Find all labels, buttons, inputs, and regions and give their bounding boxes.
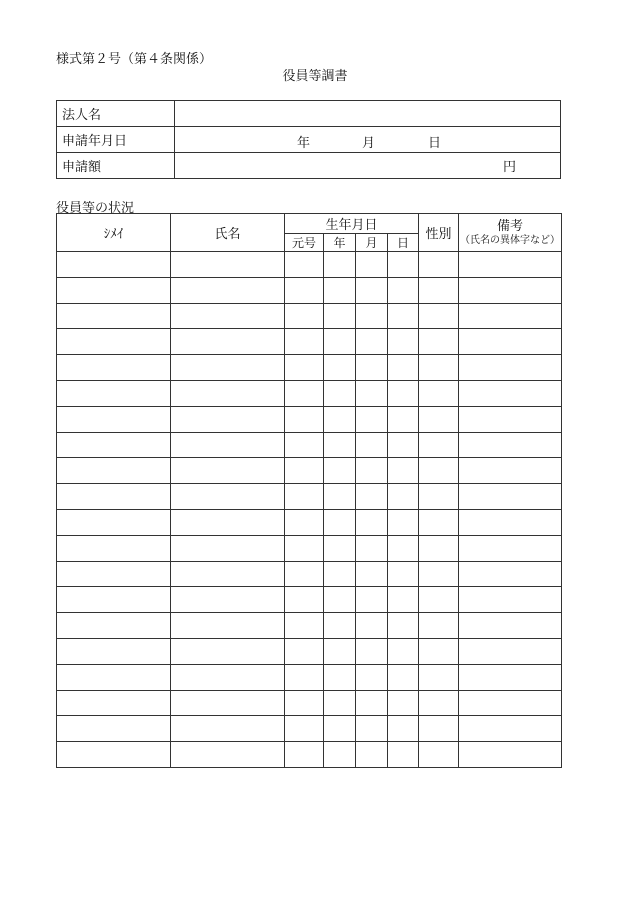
table-row <box>57 561 562 587</box>
kana-cell[interactable] <box>57 406 171 432</box>
name-cell[interactable] <box>171 484 285 510</box>
day-cell[interactable] <box>388 252 419 278</box>
kana-cell[interactable] <box>57 613 171 639</box>
month-cell[interactable] <box>356 277 388 303</box>
table-row <box>57 664 562 690</box>
col-header-era: 元号 <box>285 234 324 252</box>
col-header-name: 氏名 <box>171 214 285 252</box>
remarks-cell[interactable] <box>459 458 562 484</box>
year-cell[interactable] <box>324 406 356 432</box>
month-cell[interactable] <box>356 613 388 639</box>
corp-name-field[interactable] <box>175 101 561 127</box>
table-row <box>57 716 562 742</box>
gender-cell[interactable] <box>419 380 459 406</box>
name-cell[interactable] <box>171 742 285 768</box>
year-cell[interactable] <box>324 458 356 484</box>
col-header-month: 月 <box>356 234 388 252</box>
day-cell[interactable] <box>388 716 419 742</box>
gender-cell[interactable] <box>419 277 459 303</box>
era-cell[interactable] <box>285 664 324 690</box>
remarks-cell[interactable] <box>459 509 562 535</box>
month-cell[interactable] <box>356 303 388 329</box>
month-cell[interactable] <box>356 716 388 742</box>
month-cell[interactable] <box>356 638 388 664</box>
name-cell[interactable] <box>171 613 285 639</box>
corp-name-label: 法人名 <box>57 101 175 127</box>
day-cell[interactable] <box>388 380 419 406</box>
gender-cell[interactable] <box>419 716 459 742</box>
name-cell[interactable] <box>171 690 285 716</box>
officers-table-body <box>57 252 562 768</box>
table-row <box>57 484 562 510</box>
gender-cell[interactable] <box>419 406 459 432</box>
kana-cell[interactable] <box>57 690 171 716</box>
name-cell[interactable] <box>171 638 285 664</box>
kana-cell[interactable] <box>57 355 171 381</box>
day-cell[interactable] <box>388 535 419 561</box>
kana-cell[interactable] <box>57 638 171 664</box>
application-amount-label: 申請額 <box>57 153 175 179</box>
document-title: 役員等調書 <box>282 69 348 84</box>
day-cell[interactable] <box>388 329 419 355</box>
kana-cell[interactable] <box>57 716 171 742</box>
col-header-day: 日 <box>388 234 419 252</box>
gender-cell[interactable] <box>419 509 459 535</box>
remarks-cell[interactable] <box>459 277 562 303</box>
table-row <box>57 355 562 381</box>
form-number: 様式第２号（第４条関係） <box>56 52 213 67</box>
remarks-cell[interactable] <box>459 252 562 278</box>
era-cell[interactable] <box>285 303 324 329</box>
kana-cell[interactable] <box>57 277 171 303</box>
era-cell[interactable] <box>285 432 324 458</box>
day-cell[interactable] <box>388 587 419 613</box>
day-cell[interactable] <box>388 664 419 690</box>
month-cell[interactable] <box>356 664 388 690</box>
year-cell[interactable] <box>324 329 356 355</box>
remarks-cell[interactable] <box>459 329 562 355</box>
name-cell[interactable] <box>171 406 285 432</box>
gender-cell[interactable] <box>419 458 459 484</box>
era-cell[interactable] <box>285 638 324 664</box>
month-cell[interactable] <box>356 329 388 355</box>
table-row <box>57 303 562 329</box>
name-cell[interactable] <box>171 277 285 303</box>
col-header-gender: 性別 <box>419 214 459 252</box>
col-header-year: 年 <box>324 234 356 252</box>
application-date-label: 申請年月日 <box>57 127 175 153</box>
day-cell[interactable] <box>388 355 419 381</box>
era-cell[interactable] <box>285 690 324 716</box>
gender-cell[interactable] <box>419 355 459 381</box>
kana-cell[interactable] <box>57 252 171 278</box>
era-cell[interactable] <box>285 329 324 355</box>
day-cell[interactable] <box>388 742 419 768</box>
year-cell[interactable] <box>324 561 356 587</box>
gender-cell[interactable] <box>419 664 459 690</box>
table-row <box>57 638 562 664</box>
remarks-cell[interactable] <box>459 484 562 510</box>
remarks-cell[interactable] <box>459 355 562 381</box>
date-year-label: 年 <box>297 136 311 151</box>
table-row <box>57 509 562 535</box>
gender-cell[interactable] <box>419 432 459 458</box>
day-cell[interactable] <box>388 277 419 303</box>
day-cell[interactable] <box>388 432 419 458</box>
year-cell[interactable] <box>324 432 356 458</box>
month-cell[interactable] <box>356 458 388 484</box>
col-header-birthdate: 生年月日 <box>285 214 419 234</box>
era-cell[interactable] <box>285 355 324 381</box>
month-cell[interactable] <box>356 484 388 510</box>
col-header-kana: ｼﾒｲ <box>57 214 171 252</box>
name-cell[interactable] <box>171 561 285 587</box>
remarks-cell[interactable] <box>459 638 562 664</box>
remarks-cell[interactable] <box>459 742 562 768</box>
application-amount-field[interactable] <box>175 153 561 179</box>
remarks-cell[interactable] <box>459 716 562 742</box>
name-cell[interactable] <box>171 380 285 406</box>
month-cell[interactable] <box>356 509 388 535</box>
month-cell[interactable] <box>356 742 388 768</box>
table-row <box>57 690 562 716</box>
month-cell[interactable] <box>356 561 388 587</box>
kana-cell[interactable] <box>57 535 171 561</box>
day-cell[interactable] <box>388 303 419 329</box>
remarks-cell[interactable] <box>459 664 562 690</box>
era-cell[interactable] <box>285 535 324 561</box>
kana-cell[interactable] <box>57 561 171 587</box>
month-cell[interactable] <box>356 690 388 716</box>
gender-cell[interactable] <box>419 638 459 664</box>
remarks-cell[interactable] <box>459 406 562 432</box>
day-cell[interactable] <box>388 613 419 639</box>
remarks-cell[interactable] <box>459 587 562 613</box>
year-cell[interactable] <box>324 587 356 613</box>
remarks-note: （氏名の異体字など） <box>460 234 561 246</box>
year-cell[interactable] <box>324 716 356 742</box>
year-cell[interactable] <box>324 355 356 381</box>
kana-cell[interactable] <box>57 432 171 458</box>
remarks-cell[interactable] <box>459 561 562 587</box>
corp-name-row <box>57 101 561 127</box>
gender-cell[interactable] <box>419 535 459 561</box>
day-cell[interactable] <box>388 458 419 484</box>
year-cell[interactable] <box>324 638 356 664</box>
kana-cell[interactable] <box>57 509 171 535</box>
day-cell[interactable] <box>388 484 419 510</box>
year-cell[interactable] <box>324 252 356 278</box>
table-row <box>57 613 562 639</box>
gender-cell[interactable] <box>419 690 459 716</box>
col-header-remarks <box>459 214 562 252</box>
name-cell[interactable] <box>171 587 285 613</box>
era-cell[interactable] <box>285 613 324 639</box>
kana-cell[interactable] <box>57 458 171 484</box>
era-cell[interactable] <box>285 252 324 278</box>
month-cell[interactable] <box>356 355 388 381</box>
day-cell[interactable] <box>388 690 419 716</box>
remarks-cell[interactable] <box>459 380 562 406</box>
gender-cell[interactable] <box>419 484 459 510</box>
day-cell[interactable] <box>388 561 419 587</box>
table-row <box>57 252 562 278</box>
application-amount-row <box>57 153 561 179</box>
year-cell[interactable] <box>324 690 356 716</box>
era-cell[interactable] <box>285 742 324 768</box>
officers-section-title: 役員等の状況 <box>56 201 135 216</box>
table-row <box>57 587 562 613</box>
kana-cell[interactable] <box>57 329 171 355</box>
kana-cell[interactable] <box>57 303 171 329</box>
year-cell[interactable] <box>324 380 356 406</box>
name-cell[interactable] <box>171 252 285 278</box>
month-cell[interactable] <box>356 587 388 613</box>
remarks-cell[interactable] <box>459 432 562 458</box>
era-cell[interactable] <box>285 561 324 587</box>
gender-cell[interactable] <box>419 561 459 587</box>
table-row <box>57 432 562 458</box>
year-cell[interactable] <box>324 613 356 639</box>
name-cell[interactable] <box>171 716 285 742</box>
month-cell[interactable] <box>356 535 388 561</box>
name-cell[interactable] <box>171 432 285 458</box>
remarks-cell[interactable] <box>459 690 562 716</box>
era-cell[interactable] <box>285 587 324 613</box>
table-row <box>57 406 562 432</box>
applicant-info-table <box>56 100 561 179</box>
name-cell[interactable] <box>171 664 285 690</box>
officers-header-row <box>57 214 562 234</box>
gender-cell[interactable] <box>419 587 459 613</box>
kana-cell[interactable] <box>57 742 171 768</box>
era-cell[interactable] <box>285 716 324 742</box>
day-cell[interactable] <box>388 509 419 535</box>
officers-table <box>56 213 562 768</box>
kana-cell[interactable] <box>57 380 171 406</box>
month-cell[interactable] <box>356 380 388 406</box>
table-row <box>57 277 562 303</box>
name-cell[interactable] <box>171 535 285 561</box>
gender-cell[interactable] <box>419 252 459 278</box>
year-cell[interactable] <box>324 277 356 303</box>
name-cell[interactable] <box>171 355 285 381</box>
era-cell[interactable] <box>285 380 324 406</box>
gender-cell[interactable] <box>419 303 459 329</box>
era-cell[interactable] <box>285 458 324 484</box>
table-row <box>57 535 562 561</box>
gender-cell[interactable] <box>419 329 459 355</box>
name-cell[interactable] <box>171 329 285 355</box>
application-date-row <box>57 127 561 153</box>
name-cell[interactable] <box>171 303 285 329</box>
name-cell[interactable] <box>171 509 285 535</box>
month-cell[interactable] <box>356 406 388 432</box>
year-cell[interactable] <box>324 509 356 535</box>
era-cell[interactable] <box>285 277 324 303</box>
kana-cell[interactable] <box>57 587 171 613</box>
year-cell[interactable] <box>324 484 356 510</box>
amount-unit-label: 円 <box>502 160 516 175</box>
year-cell[interactable] <box>324 664 356 690</box>
era-cell[interactable] <box>285 509 324 535</box>
year-cell[interactable] <box>324 742 356 768</box>
month-cell[interactable] <box>356 252 388 278</box>
remarks-cell[interactable] <box>459 535 562 561</box>
year-cell[interactable] <box>324 535 356 561</box>
era-cell[interactable] <box>285 484 324 510</box>
table-row <box>57 329 562 355</box>
kana-cell[interactable] <box>57 664 171 690</box>
kana-cell[interactable] <box>57 484 171 510</box>
date-day-label: 日 <box>428 136 442 151</box>
remarks-cell[interactable] <box>459 613 562 639</box>
table-row <box>57 380 562 406</box>
year-cell[interactable] <box>324 303 356 329</box>
table-row <box>57 458 562 484</box>
name-cell[interactable] <box>171 458 285 484</box>
date-month-label: 月 <box>362 136 376 151</box>
day-cell[interactable] <box>388 406 419 432</box>
table-row <box>57 742 562 768</box>
remarks-label: 備考 <box>497 218 524 234</box>
day-cell[interactable] <box>388 638 419 664</box>
remarks-cell[interactable] <box>459 303 562 329</box>
gender-cell[interactable] <box>419 613 459 639</box>
era-cell[interactable] <box>285 406 324 432</box>
application-date-field[interactable] <box>175 127 561 153</box>
month-cell[interactable] <box>356 432 388 458</box>
gender-cell[interactable] <box>419 742 459 768</box>
